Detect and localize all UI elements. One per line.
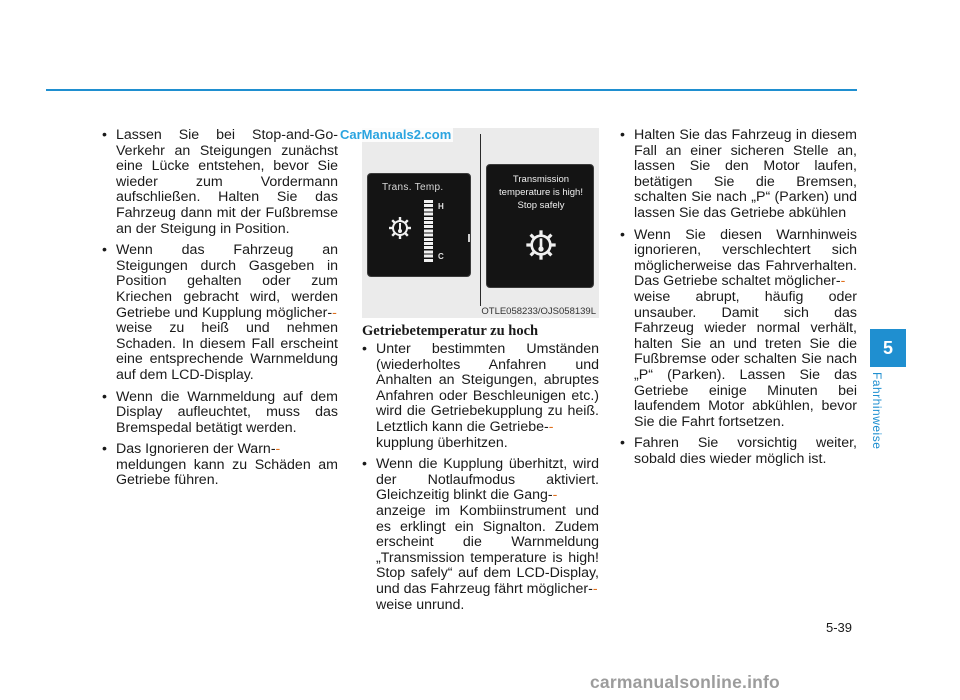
bullet-item: • Fahren Sie vorsichtig weiter, sobald dies wieder möglich ist. [620, 435, 857, 467]
bullet-item: • Lassen Sie bei Stop-and-Go-Verkehr an Steigungen zunächst eine Lücke entstehen, bevor Sie wieder zum Vordermann aufschließen. Halten Sie das Fahrzeug dann mit der Fußbremse an der Steigung in Position. [102, 127, 338, 237]
bullet-item: • Wenn die Kupplung überhitzt, wird der Notlaufmodus aktiviert. Gleichzeitig blinkt die Gang-- anzeige im Kombiinstrument und es erklingt ein Signalton. Zudem erscheint die Warnmeldung „Transmission temperature is high! Stop safely“ auf dem LCD-Display, und das Fahrzeug fährt möglicher-- weise unrund. [362, 456, 599, 613]
bullet-item: • Wenn Sie diesen Warnhinweis ignorieren, verschlechtert sich möglicherweise das Fahrverhalten. Das Getriebe schaltet möglicher-- weise abrupt, häufig oder unsauber. Damit sich das Fahrzeug wieder normal verhält, halten Sie an und treten Sie die Fußbremse oder schalten Sie nach „P“ (Parken). Lassen Sie das Getriebe einige Minuten bei laufendem Motor abkühlen, bevor Sie die Fahrt fortsetzen. [620, 226, 857, 430]
column-right [620, 128, 857, 473]
bullet-text: Unter bestimmten Umständen (wiederholtes Anfahren und Anhalten an Steigungen, abruptes Anfahren oder Beschleunigen etc.) wird die Getriebekupplung zu heiß. Letztlich kann die Getriebe- [376, 341, 599, 435]
gauge-low-label: C [438, 252, 444, 261]
bullet-item: • Halten Sie das Fahrzeug in diesem Fall an einer sicheren Stelle an, lassen Sie den Motor laufen, betätigen Sie die Bremsen, schalten Sie nach „P“ (Parken) und lassen Sie das Getriebe abkühlen [620, 127, 857, 221]
transmission-temperature-icon [388, 216, 412, 240]
bullet-text: Wenn das Fahrzeug an Steigungen durch Gasgeben in Position gehalten oder zum Kriechen gebracht wird, werden Getriebe und Kupplung möglicher- [116, 242, 338, 321]
warning-message-panel [486, 164, 594, 288]
bullet-item: • Das Ignorieren der Warn-- meldungen kann zu Schäden am Getriebe führen. [102, 441, 338, 489]
bullet-text: Wenn die Warnmeldung auf dem Display aufleuchtet, muss das Bremspedal betätigt werden. [116, 388, 338, 436]
page-number: 5-39 [826, 620, 853, 635]
bullet-item: • Unter bestimmten Umständen (wiederholtes Anfahren und Anhalten an Steigungen, abruptes Anfahren oder Beschleunigen etc.) wird die Getriebekupplung zu heiß. Letztlich kann die Getriebe-- kupplung überhitzen. [362, 341, 599, 451]
warning-message: Transmission temperature is high! Stop safely [499, 174, 583, 211]
chapter-label: Fahrhinweise [870, 372, 884, 450]
gauge-tick [468, 234, 470, 242]
bullet-text-cont: anzeige im Kombiinstrument und es erklingt ein Signalton. Zudem erscheint die Warnmeldung „Transmission temperature is high! Stop safely“ auf dem LCD-Display, und das Fahrzeug fährt möglicher- [376, 502, 599, 597]
bullet-text-cont: weise abrupt, häufig oder unsauber. Damit sich das Fahrzeug wieder normal verhält, halten Sie an und treten Sie die Fußbremse oder schalten Sie nach „P“ (Parken). Lassen Sie das Getriebe einige Minuten bei laufendem Motor abkühlen, bevor Sie die Fahrt fortsetzen. [634, 288, 857, 430]
column-middle [362, 342, 599, 619]
image-code: OTLE058233/OJS058139L [481, 306, 596, 317]
bullet-text: Wenn die Kupplung überhitzt, wird der Notlaufmodus aktiviert. Gleichzeitig blinkt die Gang- [376, 456, 599, 504]
top-rule [46, 89, 857, 91]
section-heading: Getriebetemperatur zu hoch [362, 323, 539, 339]
bullet-text: Das Ignorieren der Warn- [116, 441, 276, 458]
bullet-text-cont: weise zu heiß und nehmen Schaden. In diesem Fall erscheint eine entsprechende Warnmeldung auf dem LCD-Display. [116, 320, 338, 383]
column-left [102, 128, 338, 495]
bullet-text-cont: meldungen kann zu Schäden am Getriebe führen. [116, 456, 338, 489]
bullet-text: Wenn Sie diesen Warnhinweis ignorieren, verschlechtert sich möglicherweise das Fahrverhalten. Das Getriebe schaltet möglicher- [634, 226, 857, 290]
cluster-figure [362, 128, 599, 318]
bullet-text-cont: weise unrund. [376, 596, 465, 613]
watermark-carmanuals2: CarManuals2.com [340, 127, 452, 142]
bullet-text: Halten Sie das Fahrzeug in diesem Fall an einer sicheren Stelle an, lassen Sie den Motor laufen, betätigen Sie die Bremsen, schalten Sie nach „P“ (Parken) und lassen Sie das Getriebe abkühlen [634, 127, 857, 221]
bullet-text: Lassen Sie bei Stop-and-Go-Verkehr an Steigungen zunächst eine Lücke entstehen, bevor Sie wieder zum Vordermann aufschließen. Halten Sie das Fahrzeug dann mit der Fußbremse an der Steigung in Position. [116, 127, 338, 237]
watermark-carmanualsonline: carmanualsonline.info [590, 672, 780, 692]
trans-temp-gauge-panel [367, 173, 471, 277]
gauge-high-label: H [438, 202, 444, 211]
bullet-item: • Wenn das Fahrzeug an Steigungen durch Gasgeben in Position gehalten oder zum Kriechen gebracht wird, werden Getriebe und Kupplung möglicher-- weise zu heiß und nehmen Schaden. In diesem Fall erscheint eine entsprechende Warnmeldung auf dem LCD-Display. [102, 242, 338, 383]
bullet-text: Fahren Sie vorsichtig weiter, sobald dies wieder möglich ist. [634, 435, 857, 467]
gauge-title: Trans. Temp. [382, 182, 444, 193]
transmission-temperature-warning-icon [525, 229, 557, 261]
bullet-item: • Wenn die Warnmeldung auf dem Display aufleuchtet, muss das Bremspedal betätigt werden. [102, 388, 338, 436]
chapter-number-tab: 5 [870, 329, 906, 367]
temperature-bar [424, 200, 433, 262]
bullet-text-cont: kupplung überhitzen. [376, 434, 508, 451]
figure-divider [480, 134, 481, 306]
